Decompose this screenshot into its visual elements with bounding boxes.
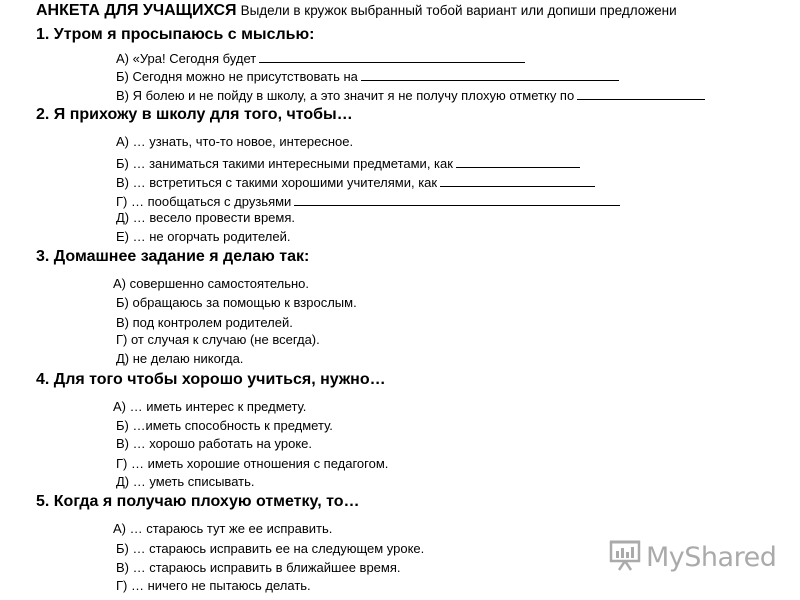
option-text: Б) … стараюсь исправить ее на следующем уроке. xyxy=(116,541,425,556)
q3-option-c[interactable] xyxy=(116,315,293,331)
document-instruction: Выдели в кружок выбранный тобой вариант или допиши предложени xyxy=(240,3,677,18)
question-4-title: 4. Для того чтобы хорошо учиться, нужно… xyxy=(36,371,386,388)
q4-option-a[interactable] xyxy=(113,399,306,415)
q3-option-b[interactable] xyxy=(116,295,357,311)
answer-blank[interactable] xyxy=(577,87,705,100)
answer-blank[interactable] xyxy=(456,155,580,168)
option-text: Д) не делаю никогда. xyxy=(116,351,244,366)
option-text: Д) … весело провести время. xyxy=(116,210,295,225)
option-text: Е) … не огорчать родителей. xyxy=(116,229,291,244)
q1-option-b xyxy=(116,68,619,85)
q2-option-a[interactable] xyxy=(116,134,353,150)
q4-option-e[interactable] xyxy=(116,474,254,490)
q3-option-e[interactable] xyxy=(116,351,243,367)
option-text: Б) … заниматься такими интересными предметами, как xyxy=(116,156,453,171)
answer-blank[interactable] xyxy=(259,50,525,63)
question-5-title: 5. Когда я получаю плохую отметку, то… xyxy=(36,493,360,510)
answer-blank[interactable] xyxy=(294,193,620,206)
q2-option-d[interactable] xyxy=(116,193,620,210)
option-text: А) «Ура! Сегодня будет xyxy=(116,51,257,66)
q4-option-d[interactable] xyxy=(116,456,388,472)
q1-option-a xyxy=(116,50,525,67)
option-text: Б) Сегодня можно не присутствовать на xyxy=(116,69,358,84)
q5-option-c[interactable] xyxy=(116,560,401,576)
option-text: В) … встретиться с такими хорошими учителями, как xyxy=(116,175,438,190)
option-text: В) … хорошо работать на уроке. xyxy=(116,436,312,451)
q5-option-b[interactable] xyxy=(116,541,424,557)
watermark xyxy=(608,538,776,577)
document-title: АНКЕТА ДЛЯ УЧАЩИХСЯ xyxy=(36,2,237,19)
option-text: Г) … иметь хорошие отношения с педагогом. xyxy=(116,456,389,471)
q4-option-b[interactable] xyxy=(116,418,333,434)
option-text: В) … стараюсь исправить в ближайшее время. xyxy=(116,560,401,575)
option-text: Г) от случая к случаю (не всегда). xyxy=(116,332,320,347)
answer-blank[interactable] xyxy=(361,68,619,81)
option-text: В) Я болею и не пойду в школу, а это значит я не получу плохую отметку по xyxy=(116,88,575,103)
q4-option-c[interactable] xyxy=(116,436,312,452)
option-text: Д) … уметь списывать. xyxy=(116,474,255,489)
option-text: В) под контролем родителей. xyxy=(116,315,293,330)
q1-option-c xyxy=(116,87,705,104)
watermark-text: MyShared xyxy=(646,542,777,573)
option-text: Б) …иметь способность к предмету. xyxy=(116,418,333,433)
option-text: Г) … пообщаться с друзьями xyxy=(116,194,292,209)
q2-option-b[interactable] xyxy=(116,155,580,172)
question-1-title: 1. Утром я просыпаюсь с мыслью: xyxy=(36,26,315,43)
question-2-title: 2. Я прихожу в школу для того, чтобы… xyxy=(36,106,353,123)
q2-option-f[interactable] xyxy=(116,229,290,245)
q3-option-a[interactable] xyxy=(113,276,309,292)
q2-option-e[interactable] xyxy=(116,210,295,226)
option-text: А) совершенно самостоятельно. xyxy=(113,276,310,291)
option-text: Г) … ничего не пытаюсь делать. xyxy=(116,578,311,593)
q2-option-c[interactable] xyxy=(116,174,595,191)
q3-option-d[interactable] xyxy=(116,332,320,348)
q5-option-d[interactable] xyxy=(116,578,311,594)
option-text: А) … стараюсь тут же ее исправить. xyxy=(113,521,333,536)
presentation-board-icon xyxy=(608,538,642,577)
option-text: Б) обращаюсь за помощью к взрослым. xyxy=(116,295,357,310)
question-3-title: 3. Домашнее задание я делаю так: xyxy=(36,248,310,265)
option-text: А) … узнать, что-то новое, интересное. xyxy=(116,134,354,149)
option-text: А) … иметь интерес к предмету. xyxy=(113,399,307,414)
q5-option-a[interactable] xyxy=(113,521,332,537)
document-header xyxy=(36,2,677,20)
answer-blank[interactable] xyxy=(440,174,595,187)
